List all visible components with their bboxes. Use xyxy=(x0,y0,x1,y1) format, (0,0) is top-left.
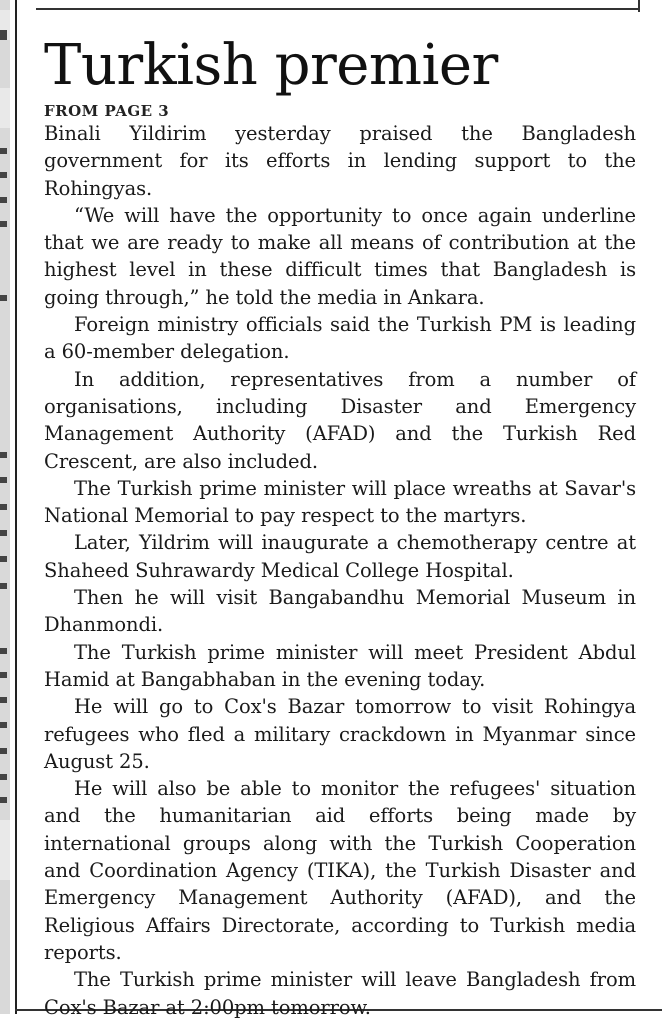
column-divider xyxy=(15,0,17,1014)
dateline: FROM PAGE 3 xyxy=(44,102,170,120)
paragraph: He will also be able to monitor the refugees' situation and the humanitarian aid efforts being made by international groups along with the Turkish Cooperation and Coordination Agency (TIKA), the Turkish Disaster and Emergency Management Authority (AFAD), and the Religious Affairs Directorate, according to Turkish media reports. xyxy=(44,777,636,964)
paragraph: The Turkish prime minister will meet President Abdul Hamid at Bangabhaban in the evening today. xyxy=(44,640,636,691)
paragraph: The Turkish prime minister will leave Bangladesh from Cox's Bazar at 2:00pm tomorrow. xyxy=(44,968,636,1019)
paragraph: Then he will visit Bangabandhu Memorial Museum in Dhanmondi. xyxy=(44,586,636,637)
news-article xyxy=(44,34,636,1021)
paragraph: Binali Yildirim yesterday praised the Bangladesh government for its efforts in lending support to the Rohingyas. xyxy=(44,122,636,200)
headline: Turkish premier xyxy=(44,33,498,98)
paragraph: In addition, representatives from a number of organisations, including Disaster and Emergency Management Authority (AFAD) and the Turkish Red Crescent, are also included. xyxy=(44,367,636,473)
paragraph: Later, Yildrim will inaugurate a chemotherapy centre at Shaheed Suhrawardy Medical College Hospital. xyxy=(44,531,636,582)
paragraph: The Turkish prime minister will place wreaths at Savar's National Memorial to pay respect to the martyrs. xyxy=(44,476,636,528)
article-body xyxy=(44,120,636,1021)
paragraph: Foreign ministry officials said the Turkish PM is leading a 60-member delegation. xyxy=(44,313,636,364)
paragraph: “We will have the opportunity to once again underline that we are ready to make all means of contribution at the highest level in these difficult times that Bangladesh is going through,” he told the media in Ankara. xyxy=(44,203,636,309)
right-corner-rule xyxy=(638,0,640,12)
top-rule xyxy=(36,8,640,10)
paragraph: He will go to Cox's Bazar tomorrow to visit Rohingya refugees who fled a military crackdown in Myanmar since August 25. xyxy=(44,695,636,773)
adjacent-column-strip xyxy=(0,0,10,1014)
